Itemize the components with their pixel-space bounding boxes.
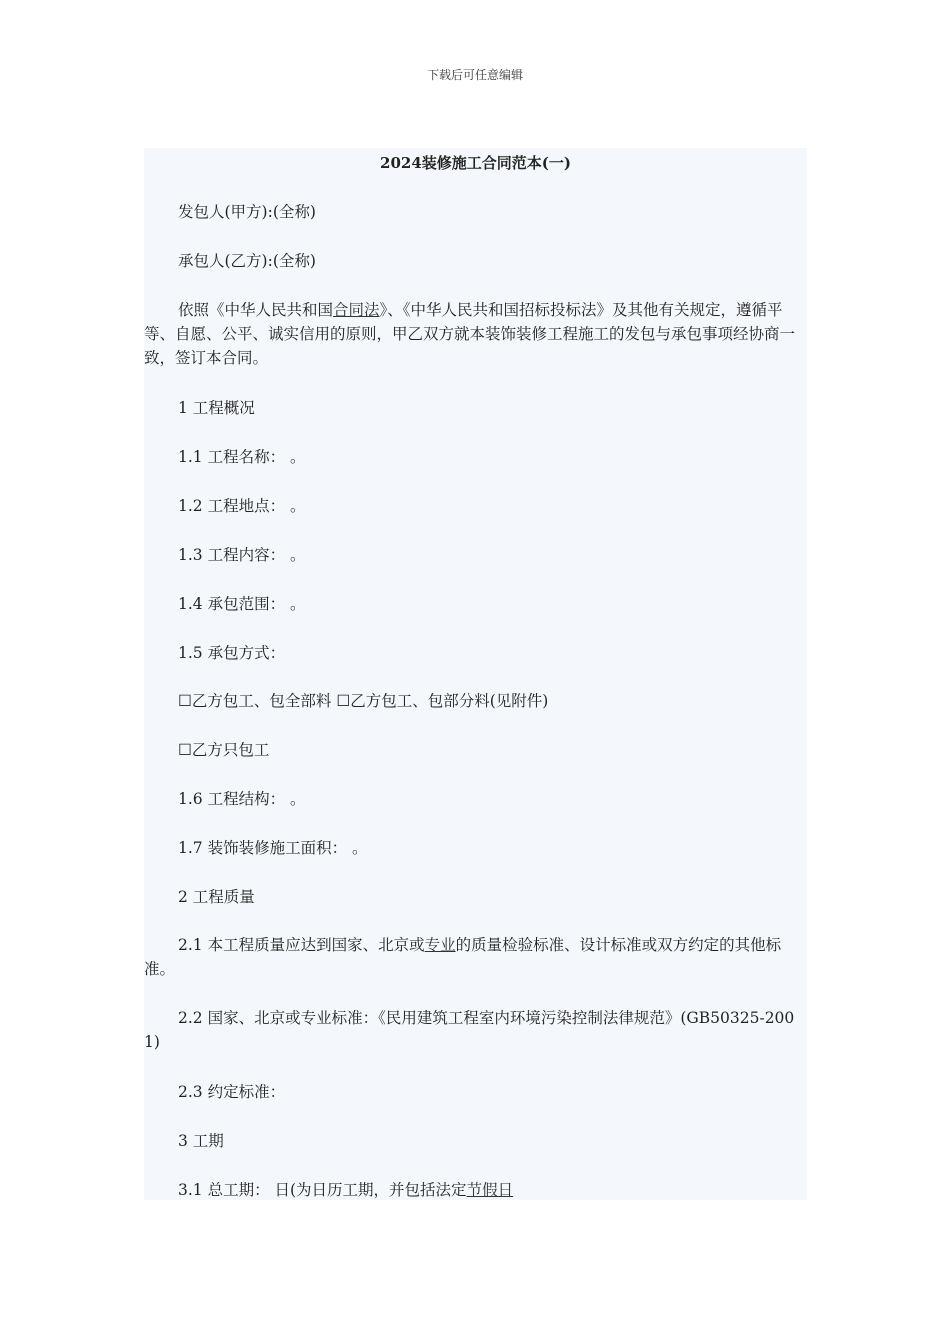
section-1-heading: 1 工程概况: [178, 399, 255, 417]
party-a-line: 发包人(甲方):(全称): [178, 203, 316, 221]
section-2-heading: 2 工程质量: [178, 888, 255, 906]
page-header-note: 下载后可任意编辑: [426, 68, 523, 82]
clause-2-2: 2.2 国家、北京或专业标准：《民用建筑工程室内环境污染控制法律规范》(GB50325-2001): [144, 1009, 795, 1051]
contract-law-link[interactable]: 合同法: [333, 301, 380, 319]
document-title: 2024装修施工合同范本(一): [380, 154, 571, 172]
contract-content: [144, 148, 807, 1200]
contract-mode-options-1: ☐乙方包工、包全部料 ☐乙方包工、包部分料(见附件): [178, 692, 549, 710]
party-b-line: 承包人(乙方):(全称): [178, 252, 316, 270]
clause-1-4: 1.4 承包范围： 。: [178, 595, 306, 613]
contract-mode-options-2: ☐乙方只包工: [178, 741, 270, 759]
clause-3-1: [144, 1178, 804, 1200]
clause-2-1: [144, 933, 804, 981]
clause-2-1-text-rest: 的质量检验标准、设计标准或双方约定的其他标准。: [144, 936, 782, 978]
clause-1-1: 1.1 工程名称： 。: [178, 448, 306, 466]
intro-text-start: 依照《中华人民共和国: [178, 301, 334, 319]
clause-2-3: 2.3 约定标准：: [178, 1083, 286, 1101]
clause-1-2: 1.2 工程地点： 。: [178, 497, 306, 515]
clause-1-5: 1.5 承包方式：: [178, 644, 286, 662]
clause-1-3: 1.3 工程内容： 。: [178, 546, 306, 564]
intro-text-rest: 》、《中华人民共和国招标投标法》及其他有关规定，遵循平等、自愿、公平、诚实信用的原则，甲乙双方就本装饰装修工程施工的发包与承包事项经协商一致，签订本合同。: [144, 301, 796, 367]
intro-paragraph: [144, 298, 804, 370]
section-3-heading: 3 工期: [178, 1132, 224, 1150]
clause-3-1-text: 3.1 总工期： 日(为日历工期，并包括法定: [178, 1181, 467, 1199]
clause-2-1-text-start: 2.1 本工程质量应达到国家、北京或: [178, 936, 425, 954]
clause-1-6: 1.6 工程结构： 。: [178, 790, 306, 808]
holidays-link[interactable]: 节假日: [466, 1181, 514, 1199]
profession-link[interactable]: 专业: [424, 936, 456, 954]
clause-1-7: 1.7 装饰装修施工面积： 。: [178, 839, 368, 857]
